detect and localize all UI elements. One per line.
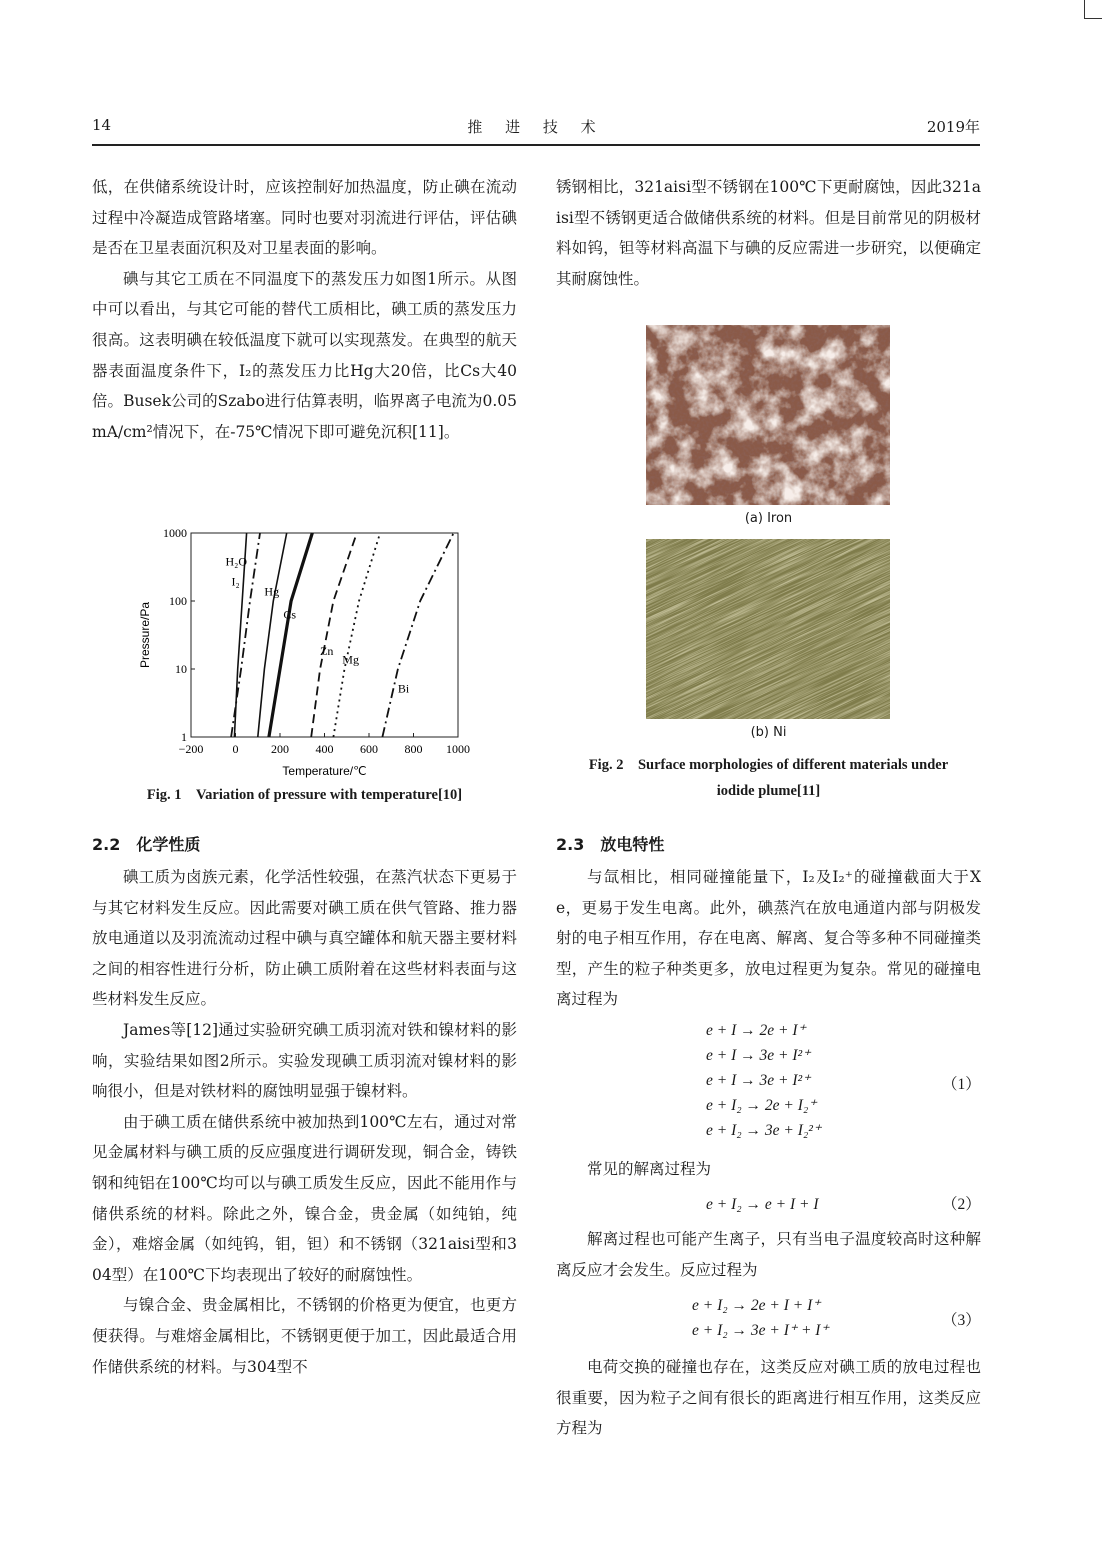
right-paragraph	[556, 1224, 981, 1285]
paragraph: 碘工质为卤族元素，化学活性较强，在蒸汽状态下更易于与其它材料发生反应。因此需要对碘工质在供气管路、推力器放电通道以及羽流流动过程中碘与真空罐体和航天器主要材料之间的相容性进行分析，防止碘工质附着在这些材料表面与这些材料发生反应。	[92, 868, 517, 1009]
journal-name: 推 进 技 术	[467, 118, 605, 136]
equation-number: （2）	[942, 1196, 981, 1213]
section-heading-2-2: 2.2 化学性质	[92, 835, 201, 854]
equation-line: e + I₂ → 2e + I₂⁺	[706, 1097, 817, 1114]
equation-line: e + I → 3e + I²⁺	[706, 1072, 811, 1089]
right-column-lower	[556, 830, 981, 1015]
figure-1	[92, 520, 517, 810]
y-tick-label: 10	[175, 662, 187, 676]
series-label: Zn	[320, 644, 334, 659]
equation-1	[706, 1018, 821, 1143]
figure-1-caption: Fig. 1 Variation of pressure with temperature[10]	[146, 787, 463, 803]
x-tick-label: 0	[232, 742, 239, 756]
paragraph: 锈钢相比，321aisi型不锈钢在100℃下更耐腐蚀，因此321aisi型不锈钢更适合做储供系统的材料。但是目前常见的阴极材料如钨，钽等材料高温下与碘的反应需进一步研究，以便确定其耐腐蚀性。	[556, 178, 981, 288]
series-label: Cs	[283, 607, 297, 622]
series-line-Bi	[382, 533, 453, 737]
series-label: Hg	[264, 584, 280, 599]
paragraph: 与镍合金、贵金属相比，不锈钢的价格更为便宜，也更方便获得。与难熔金属相比，不锈钢更便于加工，因此最适合用作储供系统的材料。与304型不	[92, 1296, 517, 1376]
right-paragraph	[556, 1154, 981, 1185]
paragraph: 低，在供储系统设计时，应该控制好加热温度，防止碘在流动过程中冷凝造成管路堵塞。同时也要对羽流进行评估，评估碘是否在卫星表面沉积及对卫星表面的影响。	[92, 178, 517, 258]
figure-2	[556, 320, 981, 810]
equation-number: （1）	[942, 1076, 981, 1093]
series-line-Zn	[311, 533, 357, 737]
paragraph: 由于碘工质在储供系统中被加热到100℃左右，通过对常见金属材料与碘工质的反应强度进行调研发现，铜合金，铸铁钢和纯铝在100℃均可以与碘工质发生反应，因此不能用作与储供系统的材料。除此之外，镍合金，贵金属（如纯铂，纯金），难熔金属（如纯钨，钼，钽）和不锈钢（321aisi型和304型）在100℃下均表现出了较好的耐腐蚀性。	[92, 1112, 517, 1284]
right-column	[556, 172, 981, 294]
x-tick-label: 600	[360, 742, 378, 756]
series-label: I₂	[231, 574, 240, 589]
equation-2: e + I₂ → e + I + I	[706, 1196, 819, 1213]
subfigure-b-label: (b) Ni	[750, 725, 787, 740]
series-line-Mg	[333, 533, 380, 737]
paragraph: James等[12]通过实验研究碘工质羽流对铁和镍材料的影响，实验结果如图2所示。实验发现碘工质羽流对镍材料的影响很小，但是对铁材料的腐蚀明显强于镍材料。	[92, 1020, 517, 1101]
x-tick-label: 400	[315, 742, 334, 756]
x-tick-label: 1000	[446, 742, 470, 756]
paragraph: 电荷交换的碰撞也存在，这类反应对碘工质的放电过程也很重要，因为粒子之间有很长的距离进行相互作用，这类反应方程为	[556, 1358, 981, 1438]
equation-line: e + I₂ → 3e + I₂²⁺	[706, 1122, 822, 1139]
series-label: Bi	[397, 681, 410, 696]
equation-line: e + I₂ → 2e + I + I⁺	[692, 1297, 821, 1314]
figure-2-caption	[556, 752, 981, 804]
series-label: H₂O	[225, 554, 248, 569]
page-number: 14	[92, 116, 112, 134]
x-tick-label: 200	[271, 742, 289, 756]
paragraph: 解离过程也可能产生离子，只有当电子温度较高时这种解离反应才会发生。反应过程为	[556, 1230, 981, 1279]
equation-line: e + I₂ → 3e + I⁺ + I⁺	[692, 1322, 829, 1339]
series-line-Hg	[258, 533, 287, 737]
left-column	[92, 172, 517, 447]
paragraph: 碘与其它工质在不同温度下的蒸发压力如图1所示。从图中可以看出，与其它可能的替代工质相比，碘工质的蒸发压力很高。这表明碘在较低温度下就可以实现蒸发。在典型的航天器表面温度条件下，I₂的蒸发压力比Hg大20倍，比Cs大40倍。Busek公司的Szabo进行估算表明，临界离子电流为0.05mA/cm²情况下，在-75℃情况下即可避免沉积[11]。	[92, 269, 517, 441]
equation-number: （3）	[942, 1312, 981, 1329]
running-header	[92, 116, 980, 142]
series-label: Mg	[342, 652, 359, 667]
paragraph: 常见的解离过程为	[587, 1160, 712, 1178]
y-axis-label: Pressure/Pa	[138, 601, 152, 669]
y-tick-label: 1000	[163, 526, 187, 540]
subfigure-a-label: (a) Iron	[744, 511, 793, 526]
right-paragraph	[556, 1352, 981, 1444]
y-tick-label: 1	[181, 730, 187, 744]
issue-year: 2019年	[926, 118, 980, 136]
x-tick-label: 800	[404, 742, 423, 756]
figure-2-caption-line2: iodide plume[11]	[716, 783, 821, 799]
nickel-surface-photo	[646, 539, 890, 719]
paragraph: 与氙相比，相同碰撞能量下，I₂及I₂⁺的碰撞截面大于Xe，更易于发生电离。此外，碘蒸汽在放电通道内部与阴极发射的电子相互作用，存在电离、解离、复合等多种不同碰撞类型，产生的粒子种类更多，放电过程更为复杂。常见的碰撞电离过程为	[556, 868, 981, 1009]
equation-3	[692, 1293, 829, 1343]
header-rule	[92, 144, 980, 146]
iron-surface-photo	[646, 325, 890, 505]
equation-line: e + I → 2e + I⁺	[706, 1022, 806, 1039]
section-heading-2-3: 2.3 放电特性	[556, 835, 665, 854]
series-line-Cs	[269, 533, 312, 737]
y-tick-label: 100	[169, 594, 187, 608]
left-column-lower	[92, 830, 517, 1382]
figure-2-caption-line1: Fig. 2 Surface morphologies of different materials under	[588, 757, 949, 773]
x-tick-label: −200	[178, 742, 204, 756]
x-axis-label: Temperature/℃	[282, 764, 367, 778]
crop-mark	[1084, 0, 1102, 19]
pressure-temperature-chart	[92, 520, 517, 782]
equation-line: e + I → 3e + I²⁺	[706, 1047, 811, 1064]
